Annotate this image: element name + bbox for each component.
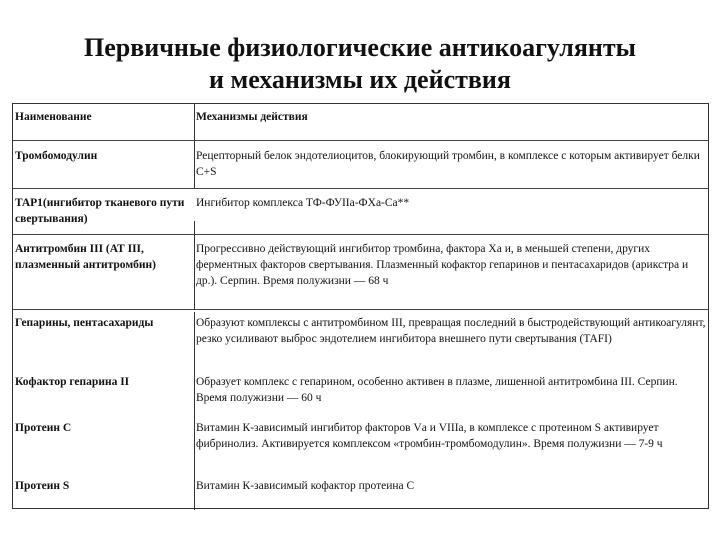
row-name: Протеин С [15,422,72,434]
anticoagulants-table [12,103,709,509]
row-mechanism: Витамин К-зависимый ингибитор факторов Vа и VIIIа, в комплексе с протеином S активирует фибринолиз. Активируется комплексом «тромбин-тромбомодулин». Время полужизни — 7-9 ч [196,422,663,450]
table-header-row [13,104,708,141]
row-mechanism: Образует комплекс с гепарином, особенно активен в плазме, лишенной антитромбина III. Серпин. Время полужизни — 60 ч [196,376,678,404]
row-mechanism: Прогрессивно действующий ингибитор тромбина, фактора Ха и, в меньшей степени, других ферментных факторов свертывания. Плазменный кофактор гепаринов и пентасахаридов (арикстра и др.). Серпин. Время полужизни — 68 ч [196,243,689,287]
table-row [13,470,708,510]
table-row [13,364,708,412]
row-name: Тромбомодулин [15,150,98,162]
header-name: Наименование [15,111,92,123]
row-name: Протеин S [15,480,70,492]
table-row [13,310,708,364]
row-mechanism: Рецепторный белок эндотелиоцитов, блокирующий тромбин, в комплексе с которым активирует белки С+S [196,150,700,178]
header-mechanism: Механизмы действия [196,111,308,123]
table-row [13,189,708,235]
row-name: TAP1(ингибитор тканевого пути свертывания) [15,197,185,225]
title-line-2: и механизмы их действия [209,65,511,94]
row-mechanism: Витамин К-зависимый кофактор протеина С [196,480,415,492]
table-row [13,141,708,189]
row-mechanism: Ингибитор комплекса ТФ-ФУIIа-ФХа-Са** [196,197,410,209]
row-name: Кофактор гепарина II [15,376,130,388]
row-name: Гепарины, пентасахариды [15,317,154,329]
row-name: Антитромбин III (АТ III, плазменный антитромбин) [15,243,156,271]
title-line-1: Первичные физиологические антикоагулянты [84,33,636,62]
page-title [0,32,720,96]
row-mechanism: Образуют комплексы с антитромбином III, превращая последний в быстродействующий антикоагулянт, резко усиливают выброс эндотелием ингибитора внешнего пути свертывания (TAFI) [196,317,706,345]
table-row [13,412,708,470]
table-row [13,235,708,310]
